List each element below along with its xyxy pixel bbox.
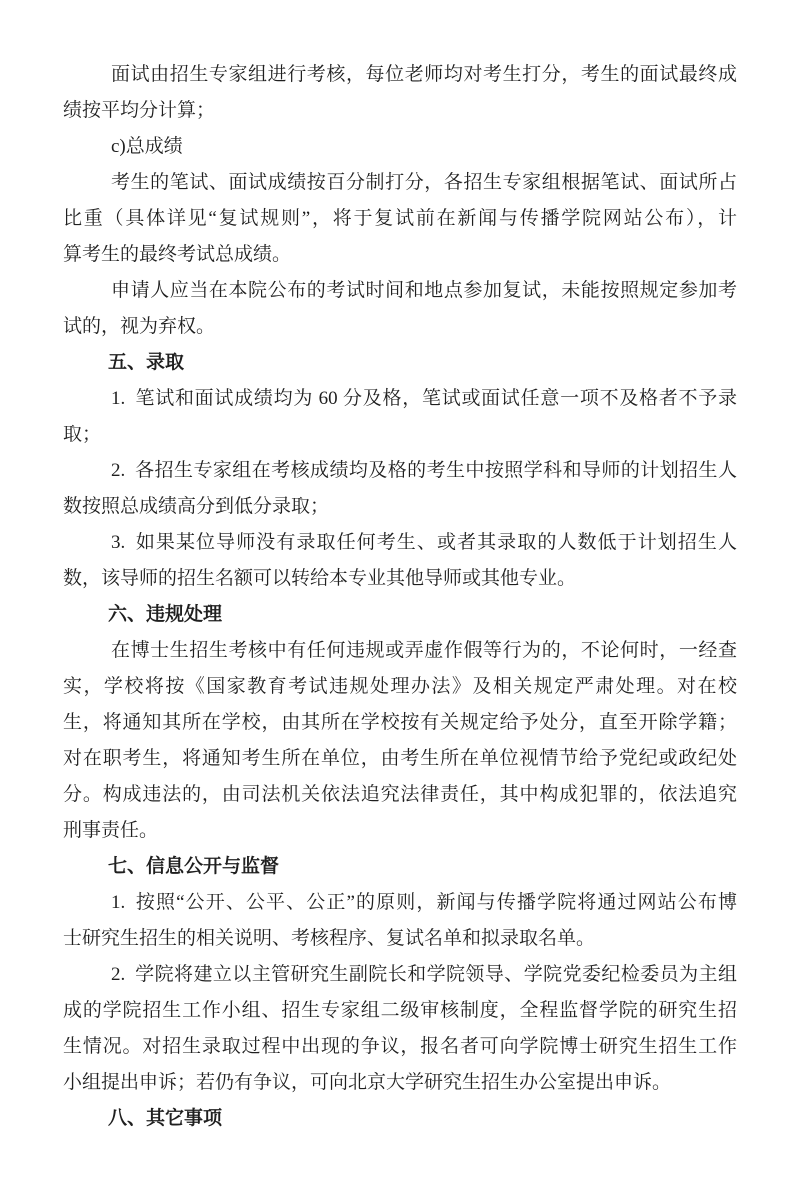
text-line: 实，学校将按《国家教育考试违规处理办法》及相关规定严肃处理。对在校 <box>63 676 737 697</box>
text-line: 比重（具体详见“复试规则”，将于复试前在新闻与传播学院网站公布），计 <box>63 208 737 229</box>
paragraph <box>63 885 737 957</box>
heading-text-line: 六、违规处理 <box>108 604 223 625</box>
text-line: 在博士生招生考核中有任何违规或弄虚作假等行为的，不论何时，一经查 <box>111 640 737 661</box>
text-line: 生，将通知其所在学校，由其所在学校按有关规定给予处分，直至开除学籍； <box>63 712 737 733</box>
section-heading <box>63 1101 737 1137</box>
text-line: 生情况。对招生录取过程中出现的争议，报名者可向学院博士研究生招生工作 <box>63 1036 737 1057</box>
section-heading <box>63 345 737 381</box>
paragraph <box>63 273 737 345</box>
paragraph <box>63 453 737 525</box>
text-line: 2. 学院将建立以主管研究生副院长和学院领导、学院党委纪检委员为主组 <box>111 964 737 985</box>
text-line: 取； <box>63 424 102 445</box>
text-line: 数按照总成绩高分到低分录取； <box>63 496 330 517</box>
text-line: 分。构成违法的，由司法机关依法追究法律责任，其中构成犯罪的，依法追究 <box>63 784 737 805</box>
heading-text-line: 八、其它事项 <box>108 1108 223 1129</box>
heading-text-line: 五、录取 <box>108 352 185 373</box>
text-line: 刑事责任。 <box>63 820 159 841</box>
section-heading <box>63 597 737 633</box>
text-line: 试的，视为弃权。 <box>63 316 216 337</box>
heading-text-line: 七、信息公开与监督 <box>108 856 280 877</box>
paragraph <box>63 129 737 165</box>
text-line: 1. 笔试和面试成绩均为 60 分及格，笔试或面试任意一项不及格者不予录 <box>111 388 737 409</box>
text-line: 考生的笔试、面试成绩按百分制打分，各招生专家组根据笔试、面试所占 <box>111 172 737 193</box>
paragraph <box>63 57 737 129</box>
paragraph <box>63 381 737 453</box>
text-line: c)总成绩 <box>111 136 183 157</box>
text-line: 数，该导师的招生名额可以转给本专业其他导师或其他专业。 <box>63 568 577 589</box>
text-line: 申请人应当在本院公布的考试时间和地点参加复试，未能按照规定参加考 <box>111 280 737 301</box>
text-line: 面试由招生专家组进行考核，每位老师均对考生打分，考生的面试最终成 <box>111 64 737 85</box>
text-line: 2. 各招生专家组在考核成绩均及格的考生中按照学科和导师的计划招生人 <box>111 460 737 481</box>
text-line: 绩按平均分计算； <box>63 100 216 121</box>
paragraph <box>63 957 737 1101</box>
document-body <box>63 57 737 1137</box>
text-line: 算考生的最终考试总成绩。 <box>63 244 292 265</box>
text-line: 成的学院招生工作小组、招生专家组二级审核制度，全程监督学院的研究生招 <box>63 1000 737 1021</box>
section-heading <box>63 849 737 885</box>
paragraph <box>63 525 737 597</box>
paragraph <box>63 165 737 273</box>
text-line: 1. 按照“公开、公平、公正”的原则，新闻与传播学院将通过网站公布博 <box>111 892 737 913</box>
text-line: 士研究生招生的相关说明、考核程序、复试名单和拟录取名单。 <box>63 928 596 949</box>
text-line: 小组提出申诉；若仍有争议，可向北京大学研究生招生办公室提出申诉。 <box>63 1072 672 1093</box>
text-line: 对在职考生，将通知考生所在单位，由考生所在单位视情节给予党纪或政纪处 <box>63 748 737 769</box>
paragraph <box>63 633 737 849</box>
text-line: 3. 如果某位导师没有录取任何考生、或者其录取的人数低于计划招生人 <box>111 532 737 553</box>
